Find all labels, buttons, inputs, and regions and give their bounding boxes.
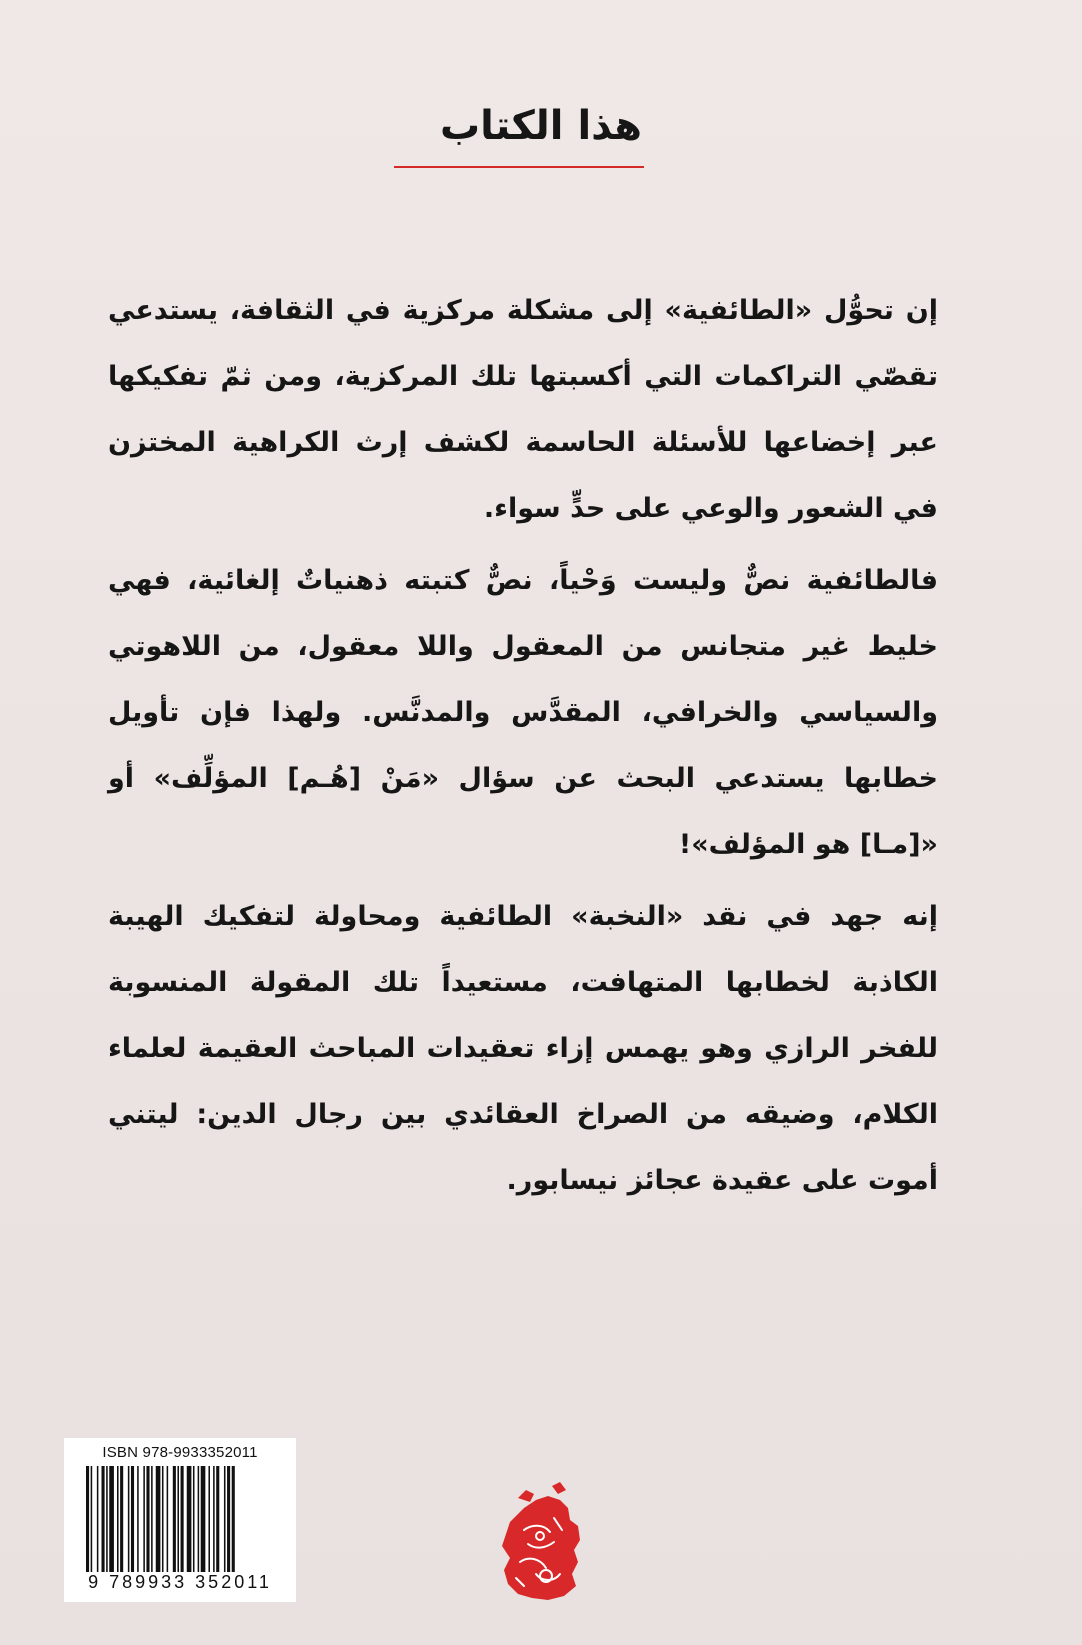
blurb-text — [108, 278, 938, 1220]
paragraph: إن تحوُّل «الطائفية» إلى مشكلة مركزية في الثقافة، يستدعي تقصّي التراكمات التي أكسبتها تلك المركزية، ومن ثمّ تفكيكها عبر إخضاعها للأسئلة الحاسمة لكشف إرث الكراهية المختزن في الشعور والوعي على حدٍّ سواء. — [108, 295, 938, 524]
publisher-logo-icon — [488, 1478, 588, 1602]
page-title: هذا الكتاب — [439, 103, 642, 149]
barcode — [64, 1438, 296, 1602]
isbn-label: ISBN 978-9933352011 — [102, 1444, 258, 1461]
barcode-bars — [84, 1466, 280, 1572]
title-underline — [394, 166, 644, 168]
barcode-digits: 9 789933 352011 — [88, 1572, 272, 1592]
paragraph: إنه جهد في نقد «النخبة» الطائفية ومحاولة لتفكيك الهيبة الكاذبة لخطابها المتهافت، مستعيداً تلك المقولة المنسوبة للفخر الرازي وهو يهمس إزاء تعقيدات المباحث العقيمة لعلماء الكلام، وضيقه من الصراخ العقائدي بين رجال الدين: ليتني أموت على عقيدة عجائز نيسابور. — [108, 901, 938, 1196]
paragraph: فالطائفية نصٌّ وليست وَحْياً، نصٌّ كتبته ذهنياتٌ إلغائية، فهي خليط غير متجانس من المعقول واللا معقول، من اللاهوتي والسياسي والخرافي، المقدَّس والمدنَّس. ولهذا فإن تأويل خطابها يستدعي البحث عن سؤال «مَنْ [هُـم] المؤلِّف» أو «[مـا] هو المؤلف»! — [108, 565, 938, 860]
